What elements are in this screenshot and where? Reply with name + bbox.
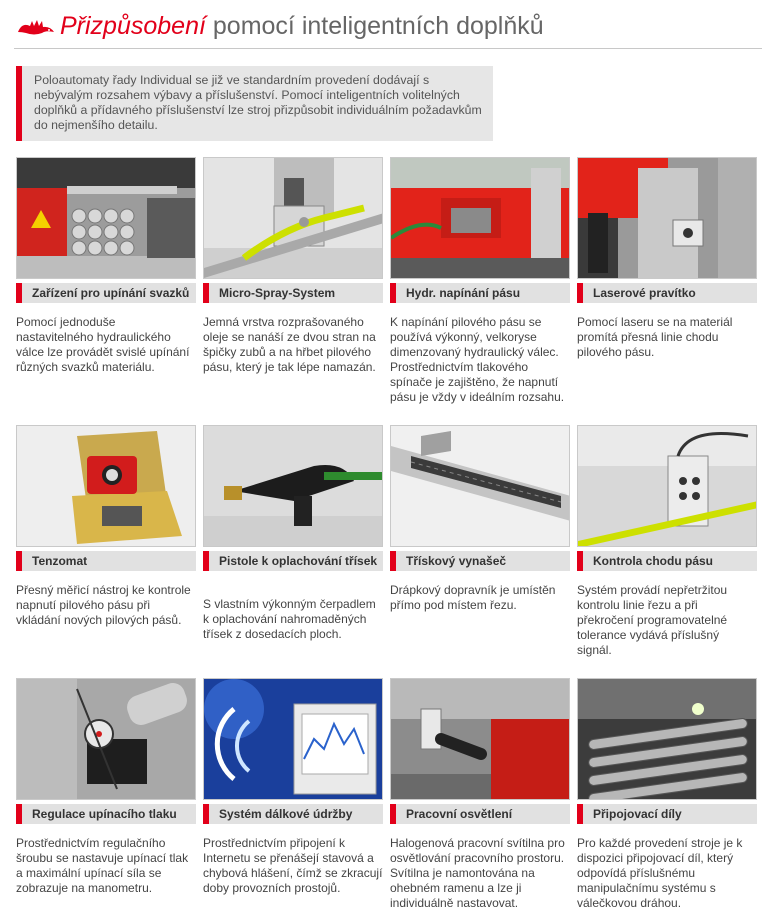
feature-image: [16, 425, 196, 547]
feature-image: [577, 157, 757, 279]
feature-image: [390, 157, 570, 279]
feature-image: [390, 425, 570, 547]
feature-image: [390, 678, 570, 800]
feature-description: Drápkový dopravník je umístěn přímo pod místem řezu.: [390, 583, 556, 612]
page-title-accent: Přizpůsobení: [60, 12, 206, 40]
feature-image: [203, 157, 383, 279]
feature-description: Jemná vrstva rozprašovaného oleje se nanáší ze dvou stran na špičky zubů a na hřbet pilového pásu, který je tak lépe namazán.: [203, 315, 376, 374]
feature-title: Hydr. napínání pásu: [390, 283, 570, 303]
feature-description: Pro každé provedení stroje je k dispozici připojovací díl, který odpovídá příslušnému manipulačnímu systému s válečkovou dráhou.: [577, 836, 743, 910]
page-title-rest: pomocí inteligentních doplňků: [212, 12, 544, 40]
feature-description: Systém provádí nepřetržitou kontrolu linie řezu a při překročení programovatelné tolerance vydává příslušný signál.: [577, 583, 728, 657]
feature-image: [577, 425, 757, 547]
feature-title: Připojovací díly: [577, 804, 757, 824]
feature-description: S vlastním výkonným čerpadlem k oplachování nahromaděných třísek z dosedacích ploch.: [203, 597, 376, 641]
feature-title: Systém dálkové údržby: [203, 804, 383, 824]
intro-box: Poloautomaty řady Individual se již ve standardním provedení dodávají s nebývalým rozsahem výbavy a příslušenství. Pomocí inteligentních volitelných doplňků a přídavného příslušenství lze stroj přizpůsobit individuálním požadavkům do nejmenšího detailu.: [16, 66, 493, 141]
feature-description: Prostřednictvím regulačního šroubu se nastavuje upínací tlak a maximální upínací síla se zobrazuje na manometru.: [16, 836, 189, 895]
feature-image: [577, 678, 757, 800]
feature-description: Pomocí jednoduše nastavitelného hydraulického válce lze provádět svislé upínání různých svazků materiálu.: [16, 315, 190, 374]
feature-image: [16, 678, 196, 800]
feature-image: [203, 678, 383, 800]
feature-description: Halogenová pracovní svítilna pro osvětlování pracovního prostoru. Svítilna je namontována na ohebném ramenu a lze ji individuálně nastavovat.: [390, 836, 565, 910]
feature-title: Pracovní osvětlení: [390, 804, 570, 824]
feature-title: Tenzomat: [16, 551, 196, 571]
feature-image: [203, 425, 383, 547]
feature-description: K napínání pilového pásu se používá výkonný, velkoryse dimenzovaný hydraulický válec. Prostřednictvím tlakového spínače je zajištěno, že napnutí pásu je vždy v ideálním rozsahu.: [390, 315, 565, 404]
page-header: [14, 8, 762, 49]
feature-image: [16, 157, 196, 279]
feature-description: Pomocí laseru se na materiál promítá přesná linie chodu pilového pásu.: [577, 315, 733, 359]
feature-title: Regulace upínacího tlaku: [16, 804, 196, 824]
feature-description: Prostřednictvím připojení k Internetu se přenášejí stavová a chybová hlášení, čímž se zkracují doby provozních prostojů.: [203, 836, 383, 895]
feature-description: Přesný měřicí nástroj ke kontrole napnutí pilového pásu při vkládání nových pilových pásů.: [16, 583, 191, 627]
feature-title: Micro-Spray-System: [203, 283, 383, 303]
feature-title: Zařízení pro upínání svazků: [16, 283, 196, 303]
feature-title: Pistole k oplachování třísek: [203, 551, 383, 571]
feature-title: Kontrola chodu pásu: [577, 551, 757, 571]
page-title: [60, 12, 544, 41]
feature-title: Třískový vynašeč: [390, 551, 570, 571]
dragon-logo-icon: [16, 18, 56, 38]
feature-title: Laserové pravítko: [577, 283, 757, 303]
